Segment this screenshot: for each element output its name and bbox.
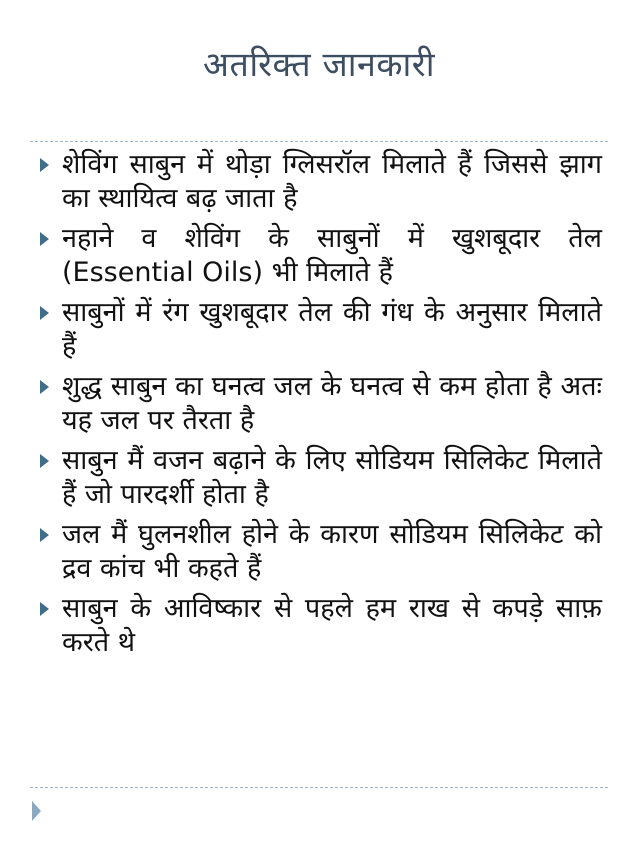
- footer-triangle-icon: [32, 801, 41, 821]
- triangle-right-icon: [40, 232, 49, 246]
- triangle-right-icon: [40, 528, 49, 542]
- list-item: [40, 444, 602, 512]
- triangle-right-icon: [40, 454, 49, 468]
- triangle-right-icon: [40, 158, 49, 172]
- list-item: [40, 148, 602, 216]
- bullet-text: नहाने व शेविंग के साबुनों में खुशबूदार तेल (Essential Oils) भी मिलाते हैं: [62, 223, 602, 288]
- top-divider: [30, 141, 608, 142]
- bullet-text: जल मैं घुलनशील होने के कारण सोडियम सिलिकेट को द्रव कांच भी कहते हैं: [62, 519, 602, 584]
- bullet-text: शुद्ध साबुन का घनत्व जल के घनत्व से कम होता है अतः यह जल पर तैरता है: [62, 371, 602, 436]
- triangle-right-icon: [40, 306, 49, 320]
- list-item: [40, 518, 602, 586]
- page-title: अतरिक्त जानकारी: [202, 45, 435, 85]
- bottom-divider: [30, 787, 608, 788]
- list-item: [40, 592, 602, 660]
- triangle-right-icon: [40, 602, 49, 616]
- bullet-text: साबुनों में रंग खुशबूदार तेल की गंध के अनुसार मिलाते हैं: [62, 297, 602, 362]
- bullet-text: साबुन मैं वजन बढ़ाने के लिए सोडियम सिलिकेट मिलाते हैं जो पारदर्शी होता है: [62, 445, 602, 510]
- bullet-text: शेविंग साबुन में थोड़ा ग्लिसरॉल मिलाते हैं जिससे झाग का स्थायित्व बढ़ जाता है: [62, 149, 602, 214]
- bullet-text: साबुन के आविष्कार से पहले हम राख से कपड़े साफ़ करते थे: [62, 593, 602, 658]
- bullet-list: [40, 148, 602, 666]
- list-item: [40, 370, 602, 438]
- list-item: [40, 222, 602, 290]
- triangle-right-icon: [40, 380, 49, 394]
- list-item: [40, 296, 602, 364]
